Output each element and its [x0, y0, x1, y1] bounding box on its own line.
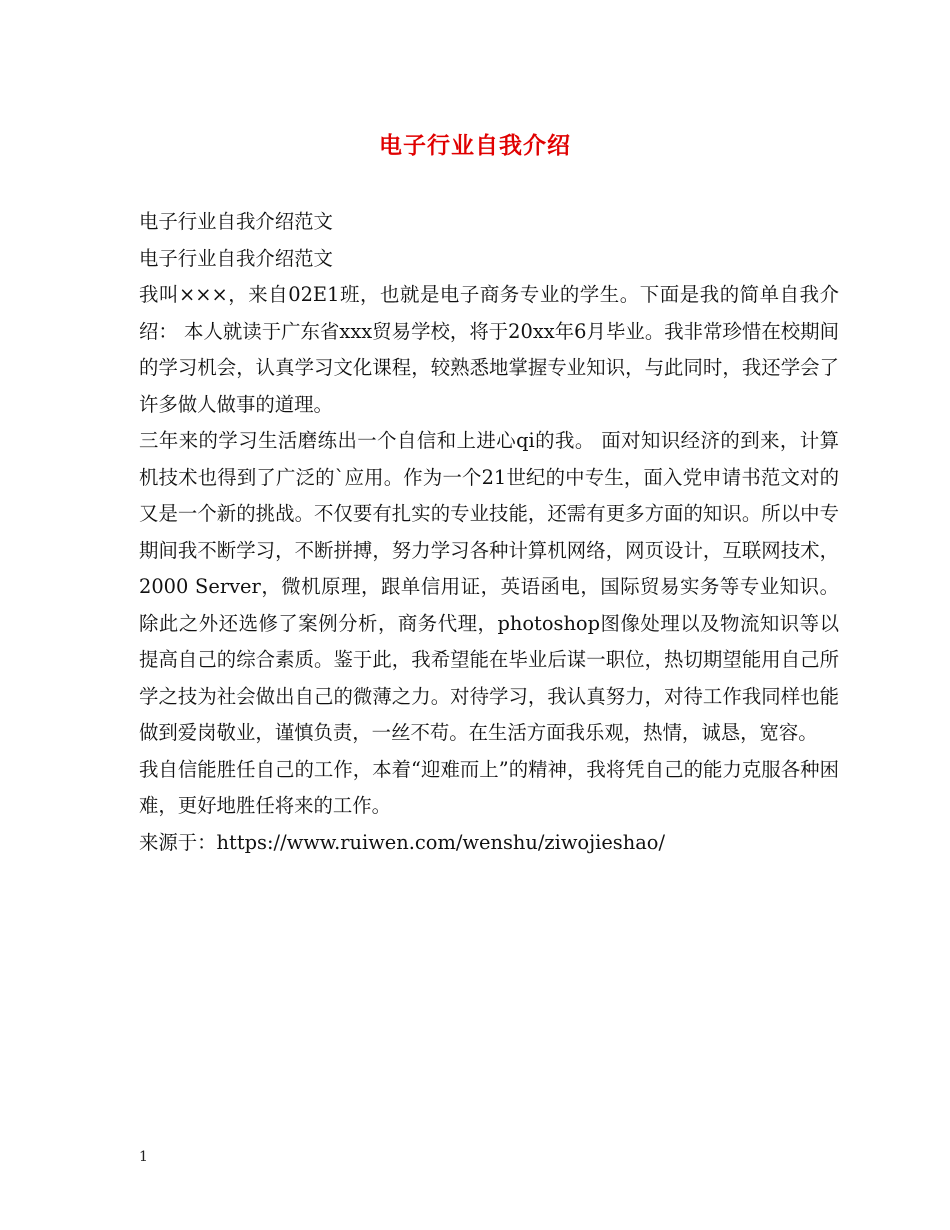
document-body	[139, 204, 839, 861]
paragraph-confidence: 我自信能胜任自己的工作，本着“迎难而上”的精神，我将凭自己的能力克服各种困难，更好地胜任将来的工作。	[139, 757, 839, 817]
paragraph-introduction: 我叫×××，来自02E1班，也就是电子商务专业的学生。下面是我的简单自我介绍： 本人就读于广东省xxx贸易学校，将于20xx年6月毕业。我非常珍惜在校期间的学习机会，认真学习文化课程，较熟悉地掌握专业知识，与此同时，我还学会了许多做人做事的道理。	[139, 283, 839, 416]
paragraph-subtitle-1: 电子行业自我介绍范文	[139, 210, 333, 233]
paragraph-study-life: 三年来的学习生活磨练出一个自信和上进心qi的我。 面对知识经济的到来，计算机技术也得到了广泛的`应用。作为一个21世纪的中专生，面入党申请书范文对的又是一个新的挑战。不仅要有扎实的专业技能，还需有更多方面的知识。所以中专期间我不断学习，不断拼搏，努力学习各种计算机网络，网页设计，互联网技术，2000 Server，微机原理，跟单信用证，英语函电，国际贸易实务等专业知识。除此之外还选修了案例分析，商务代理，photoshop图像处理以及物流知识等以提高自己的综合素质。鉴于此，我希望能在毕业后谋一职位，热切期望能用自己所学之技为社会做出自己的微薄之力。对待学习，我认真努力，对待工作我同样也能做到爱岗敬业，谨慎负责，一丝不苟。在生活方面我乐观，热情，诚恳，宽容。	[139, 429, 839, 744]
paragraph-subtitle-2: 电子行业自我介绍范文	[139, 246, 333, 270]
document-title: 电子行业自我介绍	[379, 133, 571, 159]
paragraph-source: 来源于：https://www.ruiwen.com/wenshu/ziwojieshao/	[139, 830, 665, 854]
page-number: 1	[139, 1149, 148, 1165]
